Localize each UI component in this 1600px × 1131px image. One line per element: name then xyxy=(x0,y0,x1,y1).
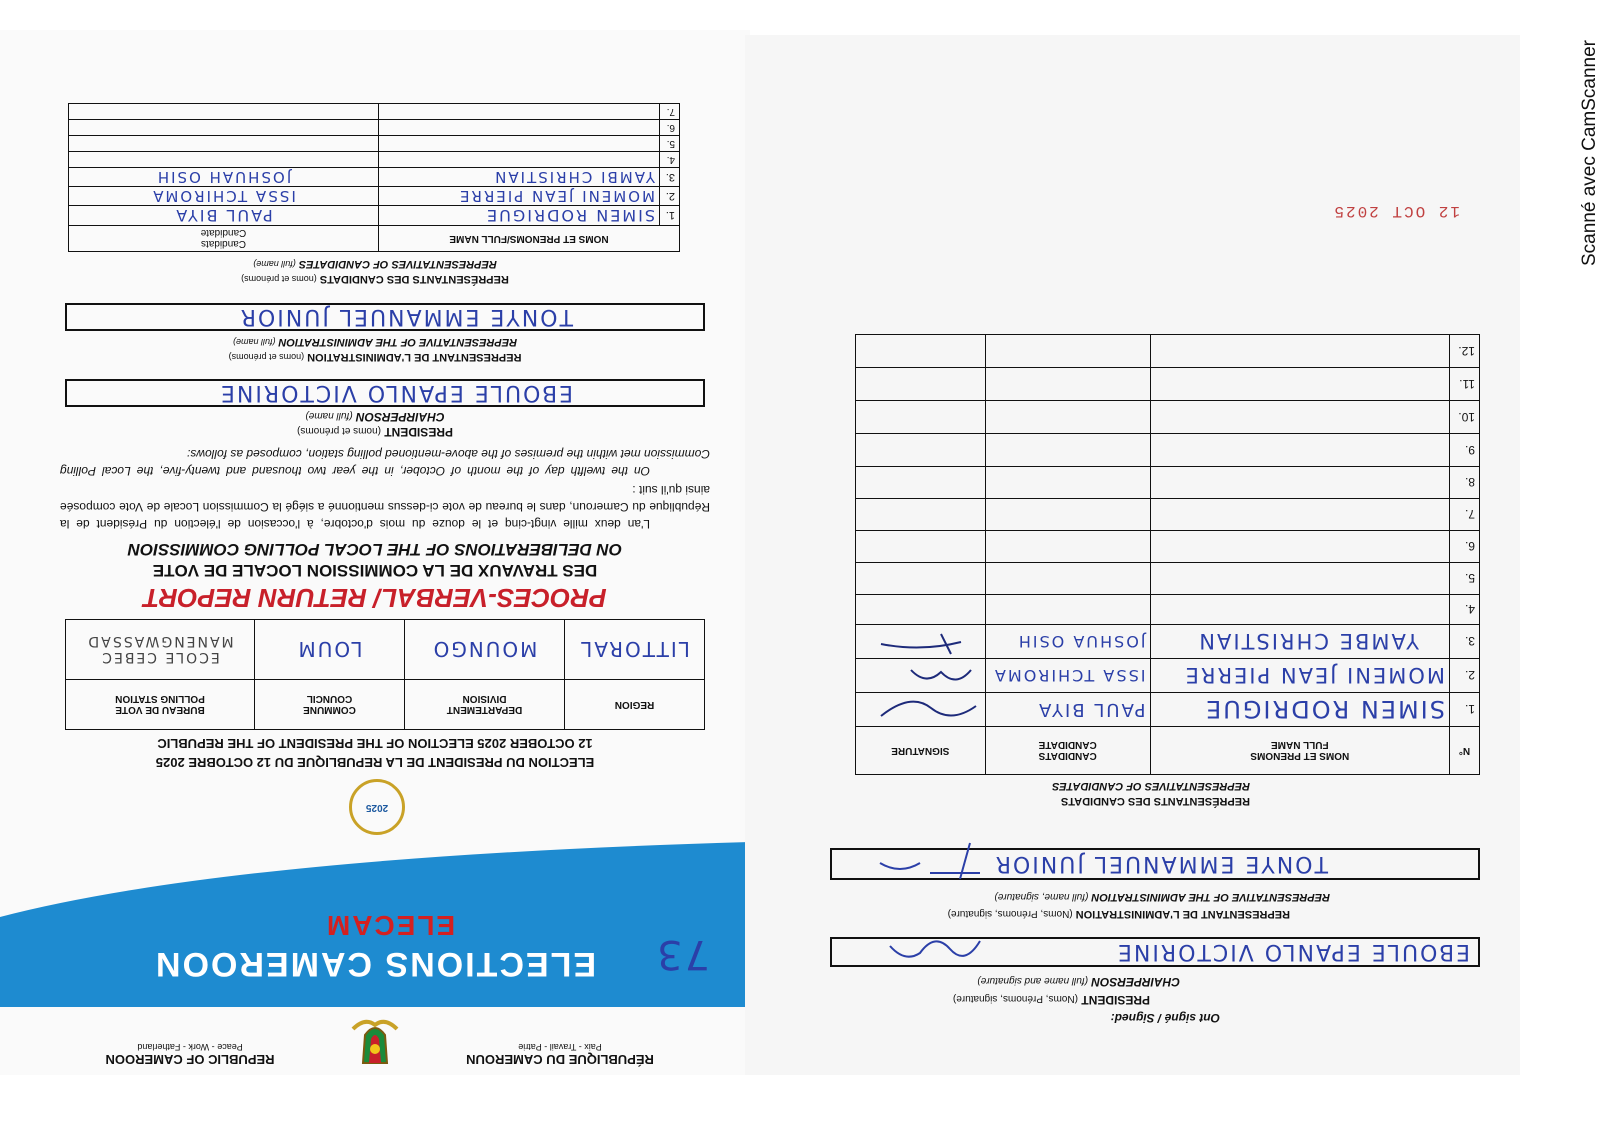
rep-candidate xyxy=(69,152,379,168)
handwritten-number: 73 xyxy=(655,931,710,977)
rep-blank xyxy=(786,563,856,595)
rep-candidate xyxy=(69,120,379,136)
rep-candidate xyxy=(985,531,1150,563)
admin-label-en xyxy=(40,336,710,348)
left-reps-header-name: NOMS ET PRENOMS/FULL NAME xyxy=(379,226,680,252)
rep-candidate xyxy=(985,368,1150,401)
rep-blank xyxy=(786,335,856,368)
rep-blank xyxy=(786,595,856,625)
row-number: 7. xyxy=(1450,499,1480,531)
right-reps-header-candidate: CANDIDATS CANDIDATE xyxy=(985,727,1150,775)
table-row xyxy=(786,335,1480,368)
rep-signature xyxy=(855,693,985,727)
elecam-seal-icon xyxy=(349,779,405,835)
right-chairperson-label xyxy=(780,975,1480,989)
admin-signature-icon xyxy=(870,839,990,883)
admin-value-box: TONYE EMMANUEL JUNIOR xyxy=(65,303,705,331)
banner-title: ELECTIONS CAMEROON xyxy=(153,945,597,983)
rep-signature xyxy=(855,499,985,531)
right-admin-label-text: REPRESENTANT DE L'ADMINISTRATION xyxy=(1075,908,1290,920)
table-row xyxy=(786,595,1480,625)
rep-signature xyxy=(855,659,985,693)
rep-candidate: ISSA TCHIROMA xyxy=(69,187,379,206)
president-label-text: PRESIDENT xyxy=(384,425,453,439)
rep-candidate xyxy=(985,499,1150,531)
motto-fr: Paix - Travail - Patrie xyxy=(518,1042,602,1052)
rep-signature xyxy=(855,467,985,499)
rep-name: SIMEN RODRIGUE xyxy=(1150,693,1449,727)
signature-icon xyxy=(871,698,981,726)
rep-blank xyxy=(786,531,856,563)
president-value-box: EBOULE EPANLO VICTORINE xyxy=(65,379,705,407)
banner-sub: ELECAM xyxy=(324,910,456,941)
row-number: 8. xyxy=(1450,467,1480,499)
row-number: 4. xyxy=(1450,595,1480,625)
republic-fr xyxy=(410,1042,710,1067)
rep-name xyxy=(379,104,660,120)
chairperson-label xyxy=(40,410,710,424)
rep-name xyxy=(1150,563,1449,595)
rep-candidate xyxy=(985,434,1150,467)
right-reps-header-signature: SIGNATURE xyxy=(855,727,985,775)
rep-candidate xyxy=(985,335,1150,368)
rep-name: MOMENI JEAN PIERRE xyxy=(1150,659,1449,693)
row-number: 5. xyxy=(660,136,680,152)
signed-label: Ont signé / Signed: xyxy=(1110,1011,1220,1025)
rep-candidate xyxy=(69,136,379,152)
rep-name xyxy=(1150,401,1449,434)
signature-icon xyxy=(871,664,981,692)
right-chairperson-label-text: CHAIRPERSON xyxy=(1091,975,1180,989)
row-number: 6. xyxy=(1450,531,1480,563)
location-header-polling-station: BUREAU DE VOTE POLLING STATION xyxy=(66,680,255,730)
rep-signature xyxy=(855,401,985,434)
rep-name: YAMBE CHRISTIAN xyxy=(1150,625,1449,659)
table-row xyxy=(69,136,680,152)
rep-signature xyxy=(855,335,985,368)
seal-text: 2025 xyxy=(365,802,389,813)
rep-signature xyxy=(855,563,985,595)
rep-name: SIMEN RODRIGUE xyxy=(379,206,660,226)
reps-label-en-text: REPRESENTATIVES OF CANDIDATES xyxy=(298,258,497,270)
location-council-value: LOUM xyxy=(255,620,405,680)
rep-name xyxy=(379,152,660,168)
table-row xyxy=(69,120,680,136)
admin-label-en-text: REPRESENTATIVE OF THE ADMINISTRATION xyxy=(278,336,518,348)
right-president-label xyxy=(780,993,1480,1007)
reps-note-en: (full name) xyxy=(253,259,296,269)
camscanner-watermark xyxy=(1553,40,1600,320)
right-admin-label-en-text: REPRESENTATIVE OF THE ADMINISTRATION xyxy=(1091,891,1330,903)
camscanner-text: Scanné avec CamScanner xyxy=(1579,40,1600,267)
table-row xyxy=(786,531,1480,563)
admin-label-note: (noms et prénoms) xyxy=(228,352,305,362)
reps-label-text: REPRÉSENTANTS DES CANDIDATS xyxy=(319,273,509,285)
table-row xyxy=(786,659,1480,693)
right-reps-table xyxy=(785,334,1480,775)
row-number: 3. xyxy=(1450,625,1480,659)
table-row xyxy=(69,187,680,206)
right-president-note: (Noms, Prénoms, signature) xyxy=(952,993,1078,1004)
row-number: 5. xyxy=(1450,563,1480,595)
rep-candidate: PAUL BIYA xyxy=(69,206,379,226)
right-reps-label: REPRÉSENTANTS DES CANDIDATS xyxy=(1060,795,1250,807)
rep-name xyxy=(1150,467,1449,499)
rep-candidate: PAUL BIYA xyxy=(985,693,1150,727)
right-admin-label-en xyxy=(780,891,1480,903)
left-page xyxy=(0,30,750,1075)
table-row xyxy=(69,168,680,187)
rep-signature xyxy=(855,595,985,625)
row-number: 4. xyxy=(660,152,680,168)
rep-signature xyxy=(855,531,985,563)
motto-en: Peace - Work - Fatherland xyxy=(137,1042,243,1052)
rep-candidate xyxy=(985,595,1150,625)
location-region-value: LITTORAL xyxy=(565,620,705,680)
rep-name xyxy=(1150,335,1449,368)
rep-candidate xyxy=(985,563,1150,595)
signature-icon xyxy=(871,630,981,658)
admin-label-text: REPRESENTANT DE L'ADMINISTRATION xyxy=(307,351,522,363)
rep-candidate: JOSHUA OSIH xyxy=(985,625,1150,659)
row-number: 2. xyxy=(660,187,680,206)
right-reps-header-no: N° xyxy=(1450,727,1480,775)
right-admin-value-box: TONYE EMMANUEL JUNIOR xyxy=(830,848,1480,880)
election-title-en: 12 OCTOBER 2025 ELECTION OF THE PRESIDENT OF THE REPUBLIC xyxy=(157,736,593,751)
right-admin-label xyxy=(780,908,1480,920)
rep-blank xyxy=(786,467,856,499)
location-station-value: ECOLE CEBEC MANENGWASSAD xyxy=(66,620,255,680)
paragraph-en: On the twelfth day of the month of October, in the year two thousand and twenty-five, the Local Polling Commission met within the premises of the above-mentioned polling station, composed as follows: xyxy=(60,447,710,478)
rep-name xyxy=(1150,434,1449,467)
republic-fr-text: RÉPUBLIQUE DU CAMEROUN xyxy=(466,1052,654,1067)
report-title: PROCES-VERBAL/ RETURN REPORT xyxy=(143,583,607,613)
rep-blank xyxy=(786,434,856,467)
right-reps-header-blank xyxy=(786,727,856,775)
rep-signature xyxy=(855,434,985,467)
right-reps-header-name: NOMS ET PRENOMS FULL NAME xyxy=(1150,727,1449,775)
rep-candidate xyxy=(985,467,1150,499)
table-row xyxy=(786,467,1480,499)
location-header-division: DEPARTEMENT DIVISION xyxy=(405,680,565,730)
left-reps-table xyxy=(68,103,680,252)
reps-label-note: (noms et prénoms) xyxy=(241,274,317,284)
table-row xyxy=(786,499,1480,531)
reps-label-en xyxy=(40,258,710,270)
rep-blank xyxy=(786,401,856,434)
rep-blank xyxy=(786,659,856,693)
report-sub-fr: DES TRAVAUX DE LA COMMISSION LOCALE DE VOTE xyxy=(152,561,598,580)
table-row xyxy=(786,401,1480,434)
table-row xyxy=(786,434,1480,467)
rep-signature xyxy=(855,625,985,659)
admin-note-en: (full name) xyxy=(232,337,276,347)
coat-of-arms-icon xyxy=(345,1013,405,1073)
report-sub-en: ON DELIBERATIONS OF THE LOCAL POLLING COMMISSION xyxy=(127,540,623,559)
rep-candidate xyxy=(69,104,379,120)
rep-blank xyxy=(786,625,856,659)
table-row xyxy=(69,104,680,120)
rep-name: YAMBI CHRISTIAN xyxy=(379,168,660,187)
right-admin-note: (Noms, Prénoms, signature) xyxy=(947,908,1073,919)
row-number: 10. xyxy=(1450,401,1480,434)
republic-en xyxy=(40,1042,340,1067)
rep-candidate xyxy=(985,401,1150,434)
location-table xyxy=(65,619,705,730)
reps-label xyxy=(40,273,710,285)
row-number: 1. xyxy=(1450,693,1480,727)
table-row xyxy=(69,152,680,168)
elecam-banner xyxy=(0,842,750,1007)
chairperson-label-text: CHAIRPERSON xyxy=(355,410,445,424)
location-division-value: MOUNGO xyxy=(405,620,565,680)
table-row xyxy=(786,368,1480,401)
right-chairperson-note: (full name and signature) xyxy=(977,975,1088,986)
paragraph-fr: L'an deux mille vingt-cinq et le douze du mois d'octobre, à l'occasion de l'élection du Président de la République du Cameroun, dans le bureau de vote ci-dessus mentionné a siégé la Commission Locale de Vote composée ainsi qu'il suit : xyxy=(60,483,710,531)
rep-blank xyxy=(786,499,856,531)
row-number: 6. xyxy=(660,120,680,136)
right-reps-label-en: REPRESENTATIVES OF CANDIDATES xyxy=(1051,780,1250,792)
rep-candidate: JOSHUAH OSIH xyxy=(69,168,379,187)
location-header-council: COMMUNE COUNCIL xyxy=(255,680,405,730)
row-number: 9. xyxy=(1450,434,1480,467)
admin-label xyxy=(40,351,710,363)
table-row xyxy=(69,206,680,226)
rep-blank xyxy=(786,693,856,727)
president-label xyxy=(40,425,710,439)
row-number: 3. xyxy=(660,168,680,187)
rep-name xyxy=(1150,368,1449,401)
right-president-label-text: PRESIDENT xyxy=(1081,993,1150,1007)
table-row xyxy=(786,625,1480,659)
president-label-note: (noms et prénoms) xyxy=(297,425,381,436)
row-number: 7. xyxy=(660,104,680,120)
election-title-fr: ELECTION DU PRESIDENT DE LA REPUBLIQUE DU 12 OCTOBRE 2025 xyxy=(155,755,595,770)
rep-name xyxy=(379,136,660,152)
rep-name xyxy=(1150,499,1449,531)
table-row xyxy=(786,563,1480,595)
right-president-value-box: EBOULE EPANLO VICTORINE xyxy=(830,937,1480,967)
location-header-region: REGION xyxy=(565,680,705,730)
row-number: 11. xyxy=(1450,368,1480,401)
president-signature-icon xyxy=(880,931,990,971)
left-reps-header-candidate: Candidats Candidate xyxy=(69,226,379,252)
rep-signature xyxy=(855,368,985,401)
rep-name xyxy=(1150,531,1449,563)
rep-candidate: ISSA TCHIROMA xyxy=(985,659,1150,693)
table-row xyxy=(786,693,1480,727)
row-number: 2. xyxy=(1450,659,1480,693)
rep-name xyxy=(379,120,660,136)
rep-name: MOMENI JEAN PIERRE xyxy=(379,187,660,206)
rep-name xyxy=(1150,595,1449,625)
right-admin-note-en: (full name, signature) xyxy=(994,891,1089,902)
row-number: 1. xyxy=(660,206,680,226)
right-page xyxy=(745,35,1520,1075)
rep-blank xyxy=(786,368,856,401)
row-number: 12. xyxy=(1450,335,1480,368)
republic-en-text: REPUBLIC OF CAMEROON xyxy=(105,1052,275,1067)
date-stamp: 12 OCT 2025 xyxy=(1332,202,1460,220)
chairperson-note: (full name) xyxy=(305,410,353,421)
